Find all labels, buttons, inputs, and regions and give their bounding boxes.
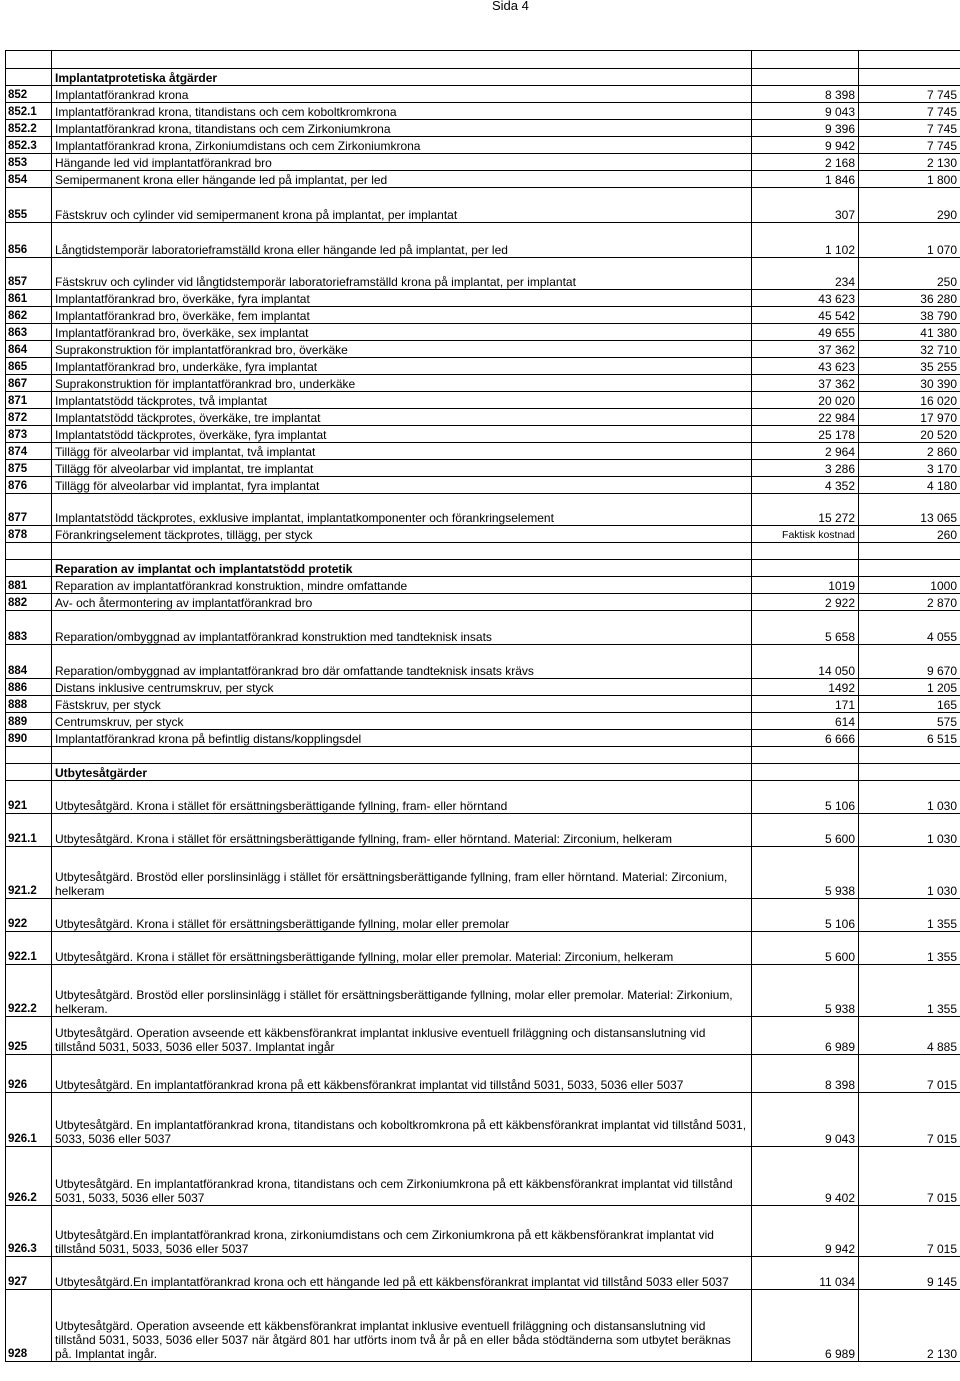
table-row bbox=[6, 409, 960, 426]
price-cell bbox=[859, 560, 960, 577]
procedure-description: Tillägg för alveolarbar vid implantat, tre implantat bbox=[52, 460, 752, 477]
table-row bbox=[6, 307, 960, 324]
table-row bbox=[6, 460, 960, 477]
procedure-description: Utbytesåtgärd. Krona i stället för ersättningsberättigande fyllning, molar eller premolar. Material: Zirconium, helkeram bbox=[52, 932, 752, 965]
code-cell bbox=[6, 69, 52, 86]
procedure-code: 883 bbox=[6, 611, 52, 645]
table-row bbox=[6, 443, 960, 460]
reimbursement-price: 13 065 bbox=[859, 494, 960, 526]
procedure-code: 921 bbox=[6, 781, 52, 814]
procedure-description: Utbytesåtgärd. Krona i stället för ersättningsberättigande fyllning, fram- eller hörntand bbox=[52, 781, 752, 814]
reimbursement-price: 30 390 bbox=[859, 375, 960, 392]
table-row bbox=[6, 494, 960, 526]
procedure-code: 928 bbox=[6, 1290, 52, 1362]
code-cell bbox=[6, 764, 52, 781]
procedure-description: Reparation/ombyggnad av implantatförankrad konstruktion med tandteknisk insats bbox=[52, 611, 752, 645]
table-row bbox=[6, 781, 960, 814]
procedure-code: 876 bbox=[6, 477, 52, 494]
reimbursement-price: 36 280 bbox=[859, 290, 960, 307]
procedure-code: 861 bbox=[6, 290, 52, 307]
reimbursement-price: 35 255 bbox=[859, 358, 960, 375]
table-row bbox=[6, 611, 960, 645]
reimbursement-price: 1 355 bbox=[859, 965, 960, 1017]
procedure-description: Implantatförankrad krona bbox=[52, 86, 752, 103]
section-heading-row bbox=[6, 764, 960, 781]
reimbursement-price: 7 745 bbox=[859, 137, 960, 154]
table-row bbox=[6, 847, 960, 899]
reference-price: 6 989 bbox=[752, 1290, 859, 1362]
procedure-description: Implantatförankrad krona, Zirkoniumdistans och cem Zirkoniumkrona bbox=[52, 137, 752, 154]
procedure-code: 881 bbox=[6, 577, 52, 594]
procedure-description: Suprakonstruktion för implantatförankrad bro, överkäke bbox=[52, 341, 752, 358]
procedure-description: Implantatstödd täckprotes, överkäke, fyra implantat bbox=[52, 426, 752, 443]
code-cell bbox=[6, 747, 52, 764]
price-cell bbox=[859, 764, 960, 781]
reimbursement-price: 7 015 bbox=[859, 1206, 960, 1257]
procedure-description: Hängande led vid implantatförankrad bro bbox=[52, 154, 752, 171]
reference-price: 9 402 bbox=[752, 1147, 859, 1206]
procedure-description: Fästskruv och cylinder vid långtidstemporär laboratorieframställd krona på implantat, per implantat bbox=[52, 258, 752, 290]
reference-price: 9 942 bbox=[752, 1206, 859, 1257]
reimbursement-price: 1 355 bbox=[859, 932, 960, 965]
table-row bbox=[6, 594, 960, 611]
reference-price: 6 666 bbox=[752, 730, 859, 747]
procedure-description: Tillägg för alveolarbar vid implantat, två implantat bbox=[52, 443, 752, 460]
page-number: Sida 4 bbox=[492, 0, 529, 13]
price-cell bbox=[752, 51, 859, 69]
procedure-description: Distans inklusive centrumskruv, per styck bbox=[52, 679, 752, 696]
description-cell bbox=[52, 51, 752, 69]
procedure-code: 852.2 bbox=[6, 120, 52, 137]
procedure-description: Reparation av implantatförankrad konstruktion, mindre omfattande bbox=[52, 577, 752, 594]
procedure-description: Utbytesåtgärd. Krona i stället för ersättningsberättigande fyllning, molar eller premolar bbox=[52, 899, 752, 932]
reference-price: 2 922 bbox=[752, 594, 859, 611]
table-row bbox=[6, 577, 960, 594]
procedure-code: 867 bbox=[6, 375, 52, 392]
reference-price: 20 020 bbox=[752, 392, 859, 409]
table-row bbox=[6, 965, 960, 1017]
reference-price: 307 bbox=[752, 188, 859, 223]
reimbursement-price: 575 bbox=[859, 713, 960, 730]
procedure-description: Utbytesåtgärd. Brostöd eller porslinsinlägg i stället för ersättningsberättigande fyllning, fram eller hörntand. Material: Zirconium, helkeram bbox=[52, 847, 752, 899]
procedure-code: 857 bbox=[6, 258, 52, 290]
reference-price: 5 600 bbox=[752, 814, 859, 847]
reference-price: 1492 bbox=[752, 679, 859, 696]
reimbursement-price: 1 070 bbox=[859, 223, 960, 258]
reference-price: 9 396 bbox=[752, 120, 859, 137]
table-row bbox=[6, 86, 960, 103]
reimbursement-price: 6 515 bbox=[859, 730, 960, 747]
procedure-description: Implantatstödd täckprotes, överkäke, tre implantat bbox=[52, 409, 752, 426]
table-row bbox=[6, 258, 960, 290]
procedure-description: Implantatförankrad bro, underkäke, fyra implantat bbox=[52, 358, 752, 375]
procedure-code: 871 bbox=[6, 392, 52, 409]
reimbursement-price: 1 030 bbox=[859, 814, 960, 847]
reference-price: 25 178 bbox=[752, 426, 859, 443]
price-table-body bbox=[6, 51, 960, 1362]
reimbursement-price: 38 790 bbox=[859, 307, 960, 324]
reimbursement-price: 16 020 bbox=[859, 392, 960, 409]
procedure-code: 865 bbox=[6, 358, 52, 375]
procedure-description: Implantatförankrad bro, överkäke, fem implantat bbox=[52, 307, 752, 324]
reimbursement-price: 7 015 bbox=[859, 1093, 960, 1147]
reimbursement-price: 165 bbox=[859, 696, 960, 713]
blank-row bbox=[6, 51, 960, 69]
table-row bbox=[6, 120, 960, 137]
reimbursement-price: 32 710 bbox=[859, 341, 960, 358]
reimbursement-price: 4 055 bbox=[859, 611, 960, 645]
reference-price: 1 102 bbox=[752, 223, 859, 258]
table-row bbox=[6, 171, 960, 188]
reimbursement-price: 17 970 bbox=[859, 409, 960, 426]
procedure-code: 884 bbox=[6, 645, 52, 679]
reference-price: 22 984 bbox=[752, 409, 859, 426]
reference-price: 234 bbox=[752, 258, 859, 290]
procedure-code: 886 bbox=[6, 679, 52, 696]
procedure-code: 854 bbox=[6, 171, 52, 188]
reimbursement-price: 1000 bbox=[859, 577, 960, 594]
table-row bbox=[6, 392, 960, 409]
procedure-code: 875 bbox=[6, 460, 52, 477]
reimbursement-price: 7 015 bbox=[859, 1055, 960, 1093]
procedure-description: Utbytesåtgärd. Operation avseende ett käkbensförankrat implantat inklusive eventuell friläggning och distansanslutning vid tillstånd 5031, 5033, 5036 eller 5037 när åtgärd 801 har utförts inom två år på en eller båda stödtänderna som utbytet beräknas på. Implantat ingår. bbox=[52, 1290, 752, 1362]
reimbursement-price: 3 170 bbox=[859, 460, 960, 477]
procedure-description: Centrumskruv, per styck bbox=[52, 713, 752, 730]
reference-price: 9 043 bbox=[752, 1093, 859, 1147]
table-row bbox=[6, 223, 960, 258]
procedure-description: Fästskruv och cylinder vid semipermanent krona på implantat, per implantat bbox=[52, 188, 752, 223]
reimbursement-price: 1 800 bbox=[859, 171, 960, 188]
description-cell bbox=[52, 747, 752, 764]
price-cell bbox=[752, 69, 859, 86]
table-row bbox=[6, 645, 960, 679]
table-row bbox=[6, 426, 960, 443]
price-table bbox=[5, 50, 960, 1362]
procedure-description: Utbytesåtgärd. En implantatförankrad krona på ett käkbensförankrat implantat vid tillstånd 5031, 5033, 5036 eller 5037 bbox=[52, 1055, 752, 1093]
procedure-code: 856 bbox=[6, 223, 52, 258]
procedure-description: Utbytesåtgärd.En implantatförankrad krona, zirkoniumdistans och cem Zirkoniumkrona på ett käkbensförankrat implantat vid tillstånd 5031, 5033, 5036 eller 5037 bbox=[52, 1206, 752, 1257]
reimbursement-price: 9 670 bbox=[859, 645, 960, 679]
procedure-code: 878 bbox=[6, 526, 52, 543]
table-row bbox=[6, 679, 960, 696]
procedure-description: Tillägg för alveolarbar vid implantat, fyra implantat bbox=[52, 477, 752, 494]
reimbursement-price: 1 030 bbox=[859, 781, 960, 814]
table-row bbox=[6, 730, 960, 747]
blank-row bbox=[6, 543, 960, 560]
reference-price: 43 623 bbox=[752, 290, 859, 307]
table-row bbox=[6, 375, 960, 392]
procedure-description: Utbytesåtgärd. Brostöd eller porslinsinlägg i stället för ersättningsberättigande fyllning, molar eller premolar. Material: Zirkonium, helkeram. bbox=[52, 965, 752, 1017]
reference-price: 5 600 bbox=[752, 932, 859, 965]
table-row bbox=[6, 899, 960, 932]
procedure-code: 925 bbox=[6, 1017, 52, 1055]
table-row bbox=[6, 188, 960, 223]
price-cell bbox=[752, 543, 859, 560]
reimbursement-price: 4 180 bbox=[859, 477, 960, 494]
procedure-code: 853 bbox=[6, 154, 52, 171]
table-row bbox=[6, 1093, 960, 1147]
table-row bbox=[6, 324, 960, 341]
procedure-description: Implantatförankrad bro, överkäke, sex implantat bbox=[52, 324, 752, 341]
table-row bbox=[6, 477, 960, 494]
reimbursement-price: 41 380 bbox=[859, 324, 960, 341]
reference-price: 614 bbox=[752, 713, 859, 730]
reference-price: 15 272 bbox=[752, 494, 859, 526]
description-cell bbox=[52, 543, 752, 560]
reference-price: 9 942 bbox=[752, 137, 859, 154]
table-row bbox=[6, 358, 960, 375]
procedure-description: Utbytesåtgärd. En implantatförankrad krona, titandistans och koboltkromkrona på ett käkbensförankrat implantat vid tillstånd 5031, 5033, 5036 eller 5037 bbox=[52, 1093, 752, 1147]
reimbursement-price: 9 145 bbox=[859, 1257, 960, 1290]
table-row bbox=[6, 1147, 960, 1206]
reimbursement-price: 7 745 bbox=[859, 86, 960, 103]
section-heading-row bbox=[6, 69, 960, 86]
reference-price: 5 106 bbox=[752, 781, 859, 814]
table-row bbox=[6, 103, 960, 120]
procedure-code: 927 bbox=[6, 1257, 52, 1290]
procedure-code: 863 bbox=[6, 324, 52, 341]
reference-price: 37 362 bbox=[752, 375, 859, 392]
table-row bbox=[6, 1290, 960, 1362]
reference-price: 43 623 bbox=[752, 358, 859, 375]
reference-price: 6 989 bbox=[752, 1017, 859, 1055]
table-row bbox=[6, 713, 960, 730]
procedure-description: Utbytesåtgärd. Operation avseende ett käkbensförankrat implantat inklusive eventuell friläggning och distansanslutning vid tillstånd 5031, 5033, 5036 eller 5037. Implantat ingår bbox=[52, 1017, 752, 1055]
reference-price: 37 362 bbox=[752, 341, 859, 358]
procedure-code: 862 bbox=[6, 307, 52, 324]
procedure-code: 855 bbox=[6, 188, 52, 223]
reference-price: 5 938 bbox=[752, 847, 859, 899]
price-cell bbox=[859, 747, 960, 764]
price-cell bbox=[752, 747, 859, 764]
reference-price: 14 050 bbox=[752, 645, 859, 679]
reimbursement-price: 20 520 bbox=[859, 426, 960, 443]
procedure-code: 864 bbox=[6, 341, 52, 358]
procedure-description: Utbytesåtgärd. En implantatförankrad krona, titandistans och cem Zirkoniumkrona på ett käkbensförankrat implantat vid tillstånd 5031, 5033, 5036 eller 5037 bbox=[52, 1147, 752, 1206]
reimbursement-price: 1 030 bbox=[859, 847, 960, 899]
reimbursement-price: 7 745 bbox=[859, 103, 960, 120]
procedure-code: 873 bbox=[6, 426, 52, 443]
procedure-code: 921.2 bbox=[6, 847, 52, 899]
table-row bbox=[6, 341, 960, 358]
procedure-code: 921.1 bbox=[6, 814, 52, 847]
reference-price: 171 bbox=[752, 696, 859, 713]
procedure-code: 852.1 bbox=[6, 103, 52, 120]
code-cell bbox=[6, 51, 52, 69]
table-row bbox=[6, 154, 960, 171]
reference-price: 45 542 bbox=[752, 307, 859, 324]
procedure-code: 852 bbox=[6, 86, 52, 103]
procedure-description: Suprakonstruktion för implantatförankrad bro, underkäke bbox=[52, 375, 752, 392]
procedure-code: 877 bbox=[6, 494, 52, 526]
price-cell bbox=[859, 543, 960, 560]
procedure-description: Fästskruv, per styck bbox=[52, 696, 752, 713]
reference-price: 2 964 bbox=[752, 443, 859, 460]
procedure-code: 926 bbox=[6, 1055, 52, 1093]
reimbursement-price: 7 015 bbox=[859, 1147, 960, 1206]
reference-price: 4 352 bbox=[752, 477, 859, 494]
table-row bbox=[6, 137, 960, 154]
procedure-code: 926.1 bbox=[6, 1093, 52, 1147]
table-row bbox=[6, 814, 960, 847]
reference-price: Faktisk kostnad bbox=[752, 526, 859, 543]
section-heading-row bbox=[6, 560, 960, 577]
table-row bbox=[6, 1017, 960, 1055]
procedure-description: Implantatförankrad krona, titandistans och cem koboltkromkrona bbox=[52, 103, 752, 120]
code-cell bbox=[6, 560, 52, 577]
reference-price: 5 658 bbox=[752, 611, 859, 645]
reference-price: 3 286 bbox=[752, 460, 859, 477]
procedure-code: 922.1 bbox=[6, 932, 52, 965]
reference-price: 2 168 bbox=[752, 154, 859, 171]
reimbursement-price: 1 205 bbox=[859, 679, 960, 696]
price-cell bbox=[752, 764, 859, 781]
code-cell bbox=[6, 543, 52, 560]
procedure-code: 926.3 bbox=[6, 1206, 52, 1257]
procedure-code: 922 bbox=[6, 899, 52, 932]
procedure-description: Implantatstödd täckprotes, två implantat bbox=[52, 392, 752, 409]
reimbursement-price: 7 745 bbox=[859, 120, 960, 137]
procedure-description: Långtidstemporär laboratorieframställd krona eller hängande led på implantat, per led bbox=[52, 223, 752, 258]
page-header bbox=[0, 0, 960, 14]
table-row bbox=[6, 1206, 960, 1257]
procedure-description: Förankringselement täckprotes, tillägg, per styck bbox=[52, 526, 752, 543]
procedure-code: 890 bbox=[6, 730, 52, 747]
reference-price: 8 398 bbox=[752, 86, 859, 103]
table-row bbox=[6, 1055, 960, 1093]
procedure-code: 926.2 bbox=[6, 1147, 52, 1206]
procedure-description: Av- och återmontering av implantatförankrad bro bbox=[52, 594, 752, 611]
reimbursement-price: 1 355 bbox=[859, 899, 960, 932]
section-heading: Reparation av implantat och implantatstödd protetik bbox=[52, 560, 752, 577]
section-heading: Utbytesåtgärder bbox=[52, 764, 752, 781]
procedure-description: Utbytesåtgärd.En implantatförankrad krona och ett hängande led på ett käkbensförankrat implantat vid tillstånd 5033 eller 5037 bbox=[52, 1257, 752, 1290]
procedure-description: Implantatförankrad krona på befintlig distans/kopplingsdel bbox=[52, 730, 752, 747]
procedure-description: Implantatförankrad krona, titandistans och cem Zirkoniumkrona bbox=[52, 120, 752, 137]
reference-price: 11 034 bbox=[752, 1257, 859, 1290]
procedure-description: Utbytesåtgärd. Krona i stället för ersättningsberättigande fyllning, fram- eller hörntand. Material: Zirconium, helkeram bbox=[52, 814, 752, 847]
procedure-description: Implantatförankrad bro, överkäke, fyra implantat bbox=[52, 290, 752, 307]
reference-price: 5 106 bbox=[752, 899, 859, 932]
reimbursement-price: 2 130 bbox=[859, 154, 960, 171]
reference-price: 5 938 bbox=[752, 965, 859, 1017]
reimbursement-price: 4 885 bbox=[859, 1017, 960, 1055]
procedure-description: Reparation/ombyggnad av implantatförankrad bro där omfattande tandteknisk insats krävs bbox=[52, 645, 752, 679]
reimbursement-price: 2 860 bbox=[859, 443, 960, 460]
reimbursement-price: 250 bbox=[859, 258, 960, 290]
table-row bbox=[6, 1257, 960, 1290]
reference-price: 9 043 bbox=[752, 103, 859, 120]
price-cell bbox=[859, 51, 960, 69]
procedure-description: Implantatstödd täckprotes, exklusive implantat, implantatkomponenter och förankringselement bbox=[52, 494, 752, 526]
table-row bbox=[6, 696, 960, 713]
reference-price: 1 846 bbox=[752, 171, 859, 188]
blank-row bbox=[6, 747, 960, 764]
price-cell bbox=[752, 560, 859, 577]
table-row bbox=[6, 932, 960, 965]
procedure-description: Semipermanent krona eller hängande led på implantat, per led bbox=[52, 171, 752, 188]
reimbursement-price: 2 130 bbox=[859, 1290, 960, 1362]
reimbursement-price: 260 bbox=[859, 526, 960, 543]
reimbursement-price: 2 870 bbox=[859, 594, 960, 611]
table-row bbox=[6, 290, 960, 307]
reference-price: 1019 bbox=[752, 577, 859, 594]
procedure-code: 882 bbox=[6, 594, 52, 611]
procedure-code: 889 bbox=[6, 713, 52, 730]
procedure-code: 872 bbox=[6, 409, 52, 426]
procedure-code: 874 bbox=[6, 443, 52, 460]
reference-price: 49 655 bbox=[752, 324, 859, 341]
reference-price: 8 398 bbox=[752, 1055, 859, 1093]
price-cell bbox=[859, 69, 960, 86]
table-row bbox=[6, 526, 960, 543]
procedure-code: 888 bbox=[6, 696, 52, 713]
reimbursement-price: 290 bbox=[859, 188, 960, 223]
procedure-code: 852.3 bbox=[6, 137, 52, 154]
procedure-code: 922.2 bbox=[6, 965, 52, 1017]
section-heading: Implantatprotetiska åtgärder bbox=[52, 69, 752, 86]
